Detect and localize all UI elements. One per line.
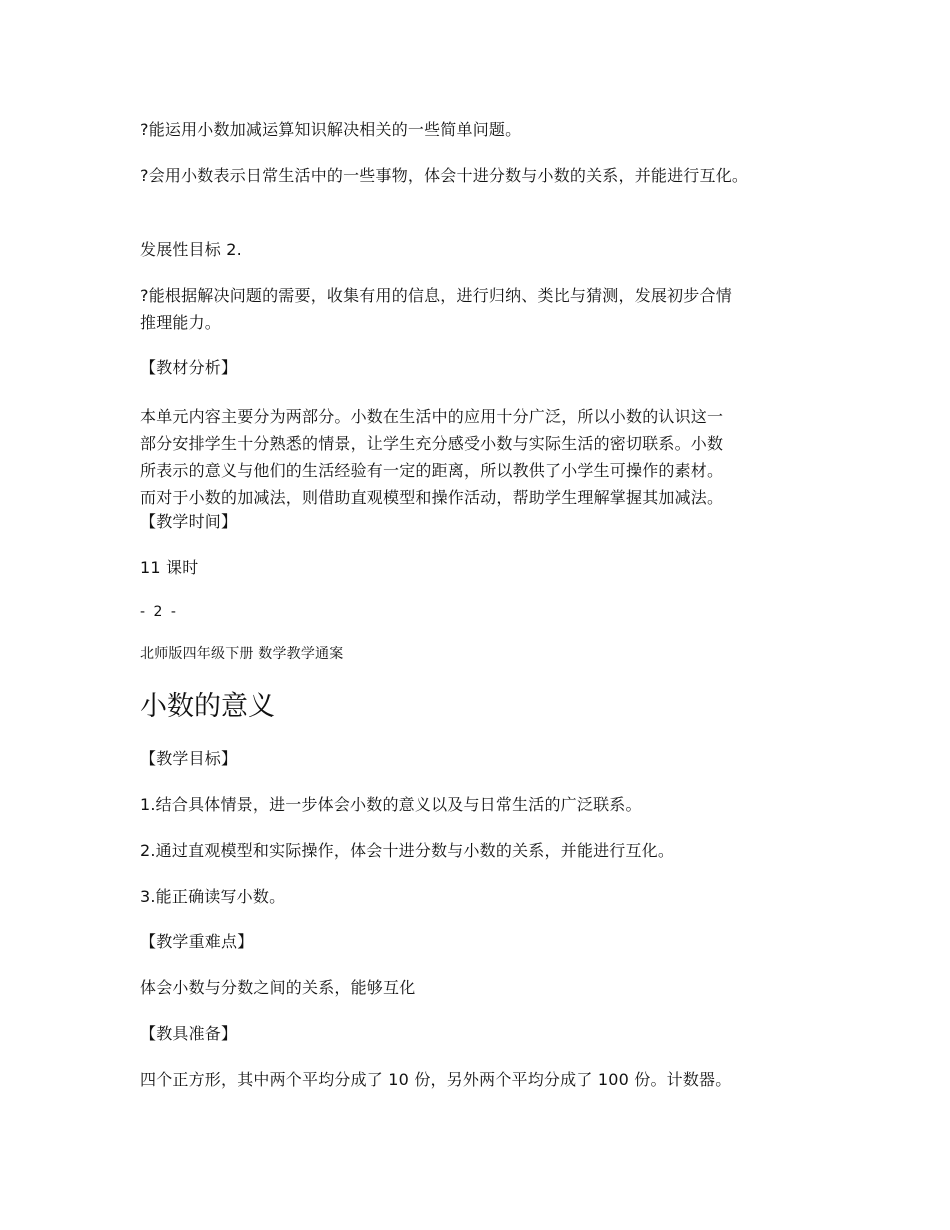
textbook-analysis-paragraph bbox=[140, 403, 830, 511]
materials-text: 四个正方形，其中两个平均分成了 10 份，另外两个平均分成了 100 份。计数器。 bbox=[140, 1070, 732, 1089]
objective-item: 3.能正确读写小数。 bbox=[140, 887, 286, 906]
lesson-title: 小数的意义 bbox=[140, 691, 275, 722]
page-number: - 2 - bbox=[140, 604, 178, 620]
dev-goal-text-line-2: 推理能力。 bbox=[140, 313, 222, 332]
key-points-heading: 【教学重难点】 bbox=[140, 932, 254, 951]
dev-goal-heading: 发展性目标 2. bbox=[140, 240, 242, 259]
teaching-time-heading: 【教学时间】 bbox=[140, 512, 238, 531]
goal-line-1: ?能运用小数加减运算知识解决相关的一些简单问题。 bbox=[140, 120, 522, 139]
textbook-analysis-line: 部分安排学生十分熟悉的情景，让学生充分感受小数与实际生活的密切联系。小数 bbox=[140, 434, 724, 453]
objective-item: 1.结合具体情景，进一步体会小数的意义以及与日常生活的广泛联系。 bbox=[140, 795, 642, 814]
goal-line-2: ?会用小数表示日常生活中的一些事物，体会十进分数与小数的关系，并能进行互化。 bbox=[140, 166, 749, 185]
textbook-analysis-line: 而对于小数的加减法，则借助直观模型和操作活动，帮助学生理解掌握其加减法。 bbox=[140, 488, 724, 507]
book-title: 北师版四年级下册 数学教学通案 bbox=[140, 646, 344, 662]
textbook-analysis-line: 本单元内容主要分为两部分。小数在生活中的应用十分广泛，所以小数的认识这一 bbox=[140, 407, 724, 426]
materials-heading: 【教具准备】 bbox=[140, 1024, 238, 1043]
dev-goal-text-line-1: ?能根据解决问题的需要，收集有用的信息，进行归纳、类比与猜测，发展初步合情 bbox=[140, 286, 732, 305]
textbook-analysis-heading: 【教材分析】 bbox=[140, 358, 238, 377]
objectives-heading: 【教学目标】 bbox=[140, 749, 238, 768]
textbook-analysis-line: 所表示的意义与他们的生活经验有一定的距离，所以教供了小学生可操作的素材。 bbox=[140, 461, 724, 480]
key-points-text: 体会小数与分数之间的关系，能够互化 bbox=[140, 978, 416, 997]
objective-item: 2.通过直观模型和实际操作，体会十进分数与小数的关系，并能进行互化。 bbox=[140, 841, 675, 860]
teaching-time-value: 11 课时 bbox=[140, 558, 199, 577]
